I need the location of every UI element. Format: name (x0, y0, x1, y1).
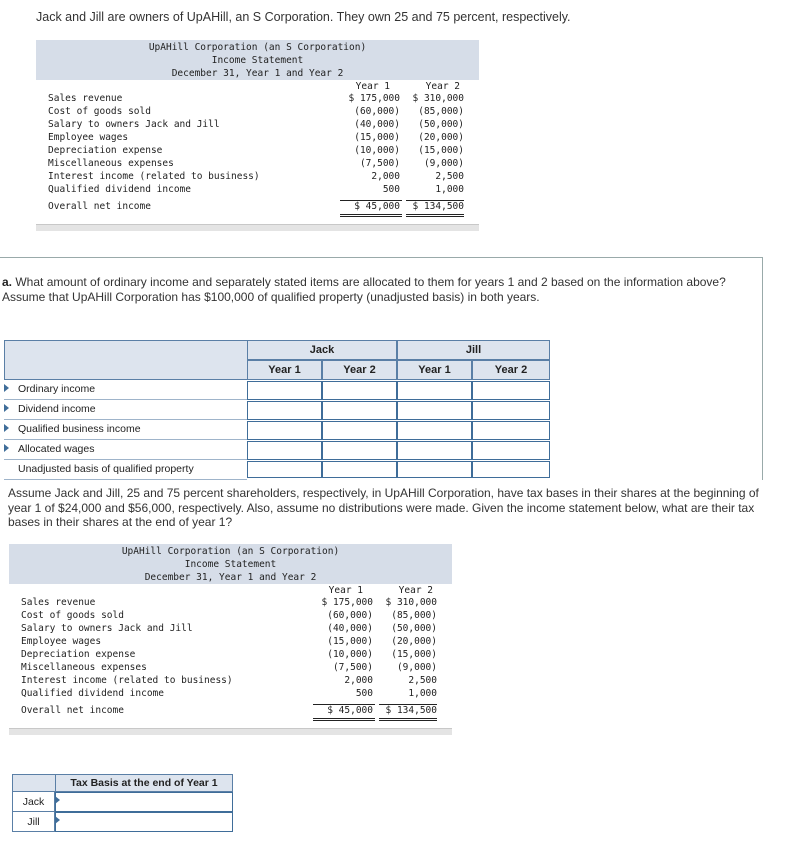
statement-year2-value: (50,000) (418, 119, 464, 130)
allocation-input[interactable] (322, 421, 397, 440)
grid-row-label: Allocated wages (4, 440, 247, 460)
statement-year2-value: (9,000) (423, 158, 464, 169)
allocation-input[interactable] (472, 381, 550, 400)
statement-subtitle: Income Statement (184, 559, 277, 570)
allocation-grid (4, 340, 550, 476)
basis-jack-input[interactable] (55, 792, 233, 812)
statement-title: UpAHill Corporation (an S Corporation) (148, 42, 367, 53)
statement-title: UpAHill Corporation (an S Corporation) (121, 546, 340, 557)
owner-jack-header: Jack (247, 340, 397, 360)
statement-year2-value: 2,500 (408, 675, 437, 686)
statement-year1-value: (7,500) (359, 158, 400, 169)
basis-row-jill-label: Jill (12, 812, 55, 832)
total-double-underline (379, 720, 437, 721)
statement-row-label: Miscellaneous expenses (48, 158, 174, 169)
col-year1: Year 1 (328, 585, 363, 596)
row-marker-icon (4, 444, 9, 452)
allocation-input[interactable] (472, 461, 550, 478)
jack-year2-header: Year 2 (322, 360, 397, 380)
basis-jill-marker-icon (55, 816, 60, 824)
question-a-letter: a. (2, 275, 13, 289)
tax-basis-header: Tax Basis at the end of Year 1 (55, 774, 233, 792)
income-statement-2 (9, 544, 452, 734)
statement-row-label: Overall net income (48, 201, 151, 212)
income-statement-1 (36, 40, 479, 230)
statement-year2-value: (50,000) (391, 623, 437, 634)
question-a-text: What amount of ordinary income and separately stated items are allocated to them for years 1 and 2 based on the information above? Assume that UpAHill Corporation has $100,000 of qualified property (unadjusted basis) in both years. (2, 275, 726, 304)
allocation-input[interactable] (472, 401, 550, 420)
row-marker-icon (4, 424, 9, 432)
statement-year1-value: (60,000) (327, 610, 373, 621)
statement-year2-value: (15,000) (391, 649, 437, 660)
col-year2: Year 2 (425, 81, 460, 92)
allocation-input[interactable] (397, 441, 472, 460)
statement-year2-value: (85,000) (418, 106, 464, 117)
allocation-input[interactable] (247, 421, 322, 440)
statement-year1-value: $ 175,000 (348, 93, 400, 104)
grid-row-label: Ordinary income (4, 380, 247, 400)
jill-year1-header: Year 1 (397, 360, 472, 380)
basis-row-jack-label: Jack (12, 792, 55, 812)
statement-row-label: Depreciation expense (21, 649, 136, 660)
statement-year2-value: 2,500 (435, 171, 464, 182)
total-double-underline (340, 214, 402, 215)
statement-row-label: Salary to owners Jack and Jill (48, 119, 220, 130)
total-double-underline (340, 216, 402, 217)
question-b: Assume Jack and Jill, 25 and 75 percent shareholders, respectively, in UpAHill Corporation, have tax bases in their shares at the beginning of year 1 of $24,000 and $56,000, respectively. Also, assume no distributions were made. Given the income statement below, what are their tax bases in their shares at the end of year 1? (8, 486, 759, 529)
statement-row-label: Sales revenue (48, 93, 123, 104)
total-double-underline (406, 216, 464, 217)
statement-year1-value: 500 (382, 184, 400, 195)
statement-year2-value: $ 310,000 (412, 93, 464, 104)
row-marker-icon (4, 384, 9, 392)
statement-year2-value: $ 134,500 (385, 705, 437, 716)
statement-row-label: Depreciation expense (48, 145, 163, 156)
allocation-input[interactable] (322, 461, 397, 478)
statement-year1-value: (15,000) (327, 636, 373, 647)
statement-row-label: Employee wages (21, 636, 102, 647)
grid-row-label: Unadjusted basis of qualified property (4, 460, 247, 480)
intro-text: Jack and Jill are owners of UpAHill, an S Corporation. They own 25 and 75 percent, respectively. (36, 10, 571, 24)
allocation-input[interactable] (397, 461, 472, 478)
statement-year1-value: (15,000) (354, 132, 400, 143)
statement-year1-value: 2,000 (371, 171, 400, 182)
statement-row-label: Qualified dividend income (48, 184, 191, 195)
statement-year1-value: (10,000) (354, 145, 400, 156)
statement-row-label: Sales revenue (21, 597, 96, 608)
statement-year1-value: 500 (355, 688, 373, 699)
statement-year1-value: $ 175,000 (321, 597, 373, 608)
allocation-input[interactable] (472, 441, 550, 460)
statement-row-label: Salary to owners Jack and Jill (21, 623, 193, 634)
subtotal-underline (379, 704, 437, 705)
statement-year1-value: $ 45,000 (354, 201, 400, 212)
statement-row-label: Cost of goods sold (21, 610, 124, 621)
statement-subtitle: Income Statement (211, 55, 304, 66)
statement-year1-value: (7,500) (332, 662, 373, 673)
allocation-input[interactable] (247, 441, 322, 460)
allocation-input[interactable] (322, 381, 397, 400)
total-double-underline (406, 214, 464, 215)
statement-year1-value: $ 45,000 (327, 705, 373, 716)
statement-year2-value: (20,000) (391, 636, 437, 647)
statement-row-label: Interest income (related to business) (48, 171, 260, 182)
subtotal-underline (406, 200, 464, 201)
statement-year1-value: (40,000) (327, 623, 373, 634)
statement-year2-value: (20,000) (418, 132, 464, 143)
statement-year2-value: (15,000) (418, 145, 464, 156)
total-double-underline (313, 720, 375, 721)
basis-jill-input[interactable] (55, 812, 233, 832)
statement-date: December 31, Year 1 and Year 2 (144, 572, 317, 583)
allocation-input[interactable] (472, 421, 550, 440)
subtotal-underline (313, 704, 375, 705)
statement-year1-value: (60,000) (354, 106, 400, 117)
subtotal-underline (340, 200, 402, 201)
allocation-input[interactable] (247, 381, 322, 400)
statement-row-label: Cost of goods sold (48, 106, 151, 117)
grid-row-label: Qualified business income (4, 420, 247, 440)
question-a (2, 275, 762, 305)
allocation-input[interactable] (247, 401, 322, 420)
row-marker-icon (4, 404, 9, 412)
jill-year2-header: Year 2 (472, 360, 550, 380)
allocation-input[interactable] (397, 381, 472, 400)
statement-year1-value: 2,000 (344, 675, 373, 686)
allocation-input[interactable] (322, 401, 397, 420)
col-year2: Year 2 (398, 585, 433, 596)
statement-year2-value: $ 134,500 (412, 201, 464, 212)
statement-year2-value: (85,000) (391, 610, 437, 621)
statement-row-label: Interest income (related to business) (21, 675, 233, 686)
allocation-input[interactable] (247, 461, 322, 478)
statement-year2-value: 1,000 (408, 688, 437, 699)
owner-jill-header: Jill (397, 340, 550, 360)
allocation-input[interactable] (322, 441, 397, 460)
total-double-underline (379, 718, 437, 719)
statement-row-label: Miscellaneous expenses (21, 662, 147, 673)
statement-row-label: Overall net income (21, 705, 124, 716)
statement-year1-value: (40,000) (354, 119, 400, 130)
col-year1: Year 1 (355, 81, 390, 92)
statement-row-label: Employee wages (48, 132, 129, 143)
statement-row-label: Qualified dividend income (21, 688, 164, 699)
statement-year2-value: 1,000 (435, 184, 464, 195)
allocation-input[interactable] (397, 401, 472, 420)
statement-date: December 31, Year 1 and Year 2 (171, 68, 344, 79)
statement-year1-value: (10,000) (327, 649, 373, 660)
jack-year1-header: Year 1 (247, 360, 322, 380)
basis-jack-marker-icon (55, 796, 60, 804)
statement-year2-value: (9,000) (396, 662, 437, 673)
grid-row-label: Dividend income (4, 400, 247, 420)
total-double-underline (313, 718, 375, 719)
allocation-input[interactable] (397, 421, 472, 440)
statement-year2-value: $ 310,000 (385, 597, 437, 608)
